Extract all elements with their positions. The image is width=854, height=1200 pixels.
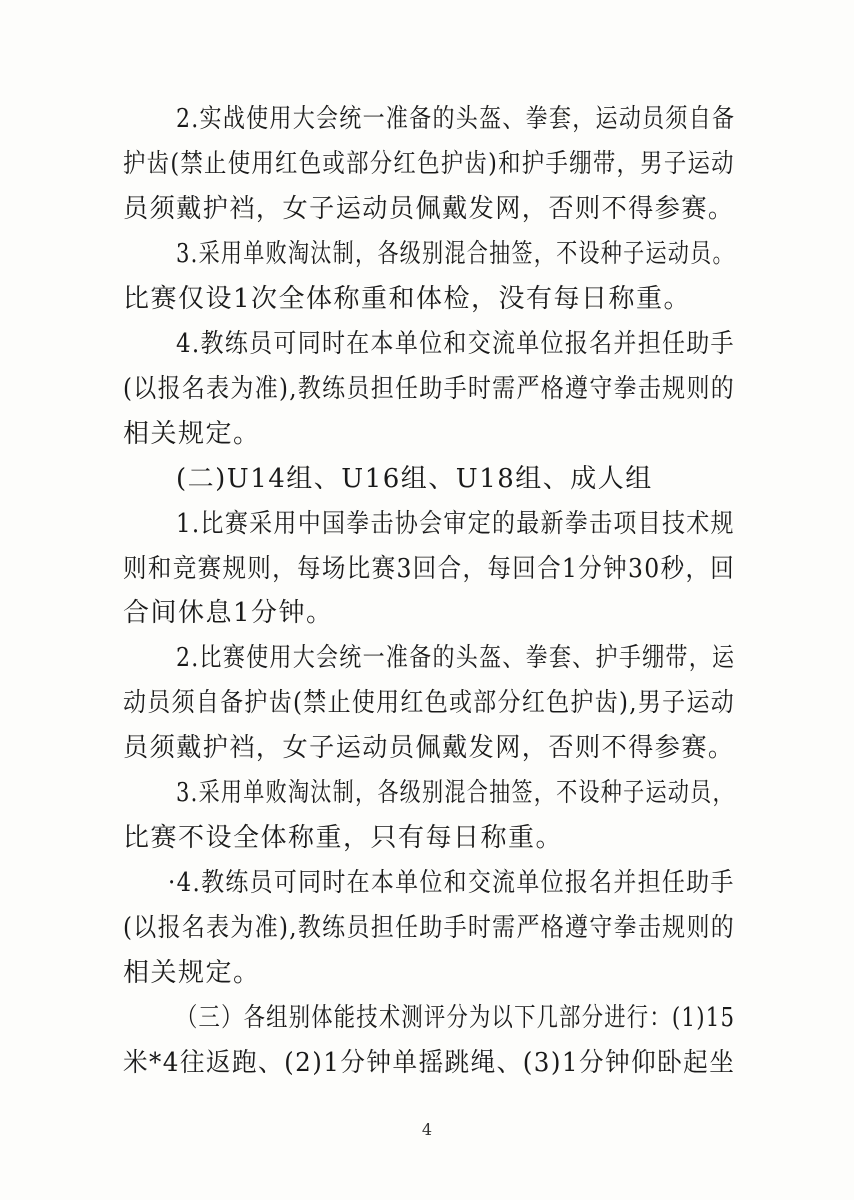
body-line: 3.采用单败淘汰制，各级别混合抽签，不设种子运动员， [176, 778, 735, 808]
body-line: 米*4往返跑、(2)1分钟单摇跳绳、(3)1分钟仰卧起坐 [123, 1048, 736, 1078]
body-line: 比赛不设全体称重，只有每日称重。 [123, 823, 564, 853]
body-line: 2.实战使用大会统一准备的头盔、拳套，运动员须自备 [176, 104, 736, 134]
section-paragraph: （三）各组别体能技术测评分为以下几部分进行：(1)15 [176, 1003, 736, 1033]
page-number: 4 [421, 1120, 433, 1139]
body-line: 动员须自备护齿(禁止使用红色或部分红色护齿),男子运动 [123, 688, 736, 718]
body-line: (以报名表为准),教练员担任助手时需严格遵守拳击规则的 [123, 913, 736, 943]
body-line: 则和竞赛规则，每场比赛3回合，每回合1分钟30秒，回 [123, 554, 736, 584]
body-line: 合间休息1分钟。 [123, 598, 334, 628]
body-line: 4.教练员可同时在本单位和交流单位报名并担任助手 [176, 329, 735, 359]
body-line: 相关规定。 [123, 419, 261, 449]
body-line: 员须戴护裆，女子运动员佩戴发网，否则不得参赛。 [123, 733, 735, 763]
body-line: 相关规定。 [123, 958, 261, 988]
section-heading: (二)U14组、U16组、U18组、成人组 [176, 464, 653, 494]
body-line: 员须戴护裆，女子运动员佩戴发网，否则不得参赛。 [123, 194, 735, 224]
body-line: ·4.教练员可同时在本单位和交流单位报名并担任助手 [168, 868, 735, 898]
body-line: 护齿(禁止使用红色或部分红色护齿)和护手绷带，男子运动 [123, 149, 735, 179]
body-line: (以报名表为准),教练员担任助手时需严格遵守拳击规则的 [123, 374, 736, 404]
body-line: 1.比赛采用中国拳击协会审定的最新拳击项目技术规 [176, 509, 735, 539]
body-line: 2.比赛使用大会统一准备的头盔、拳套、护手绷带，运 [176, 643, 736, 673]
body-line: 比赛仅设1次全体称重和体检，没有每日称重。 [123, 284, 692, 314]
body-line: 3.采用单败淘汰制，各级别混合抽签，不设种子运动员。 [176, 239, 735, 269]
